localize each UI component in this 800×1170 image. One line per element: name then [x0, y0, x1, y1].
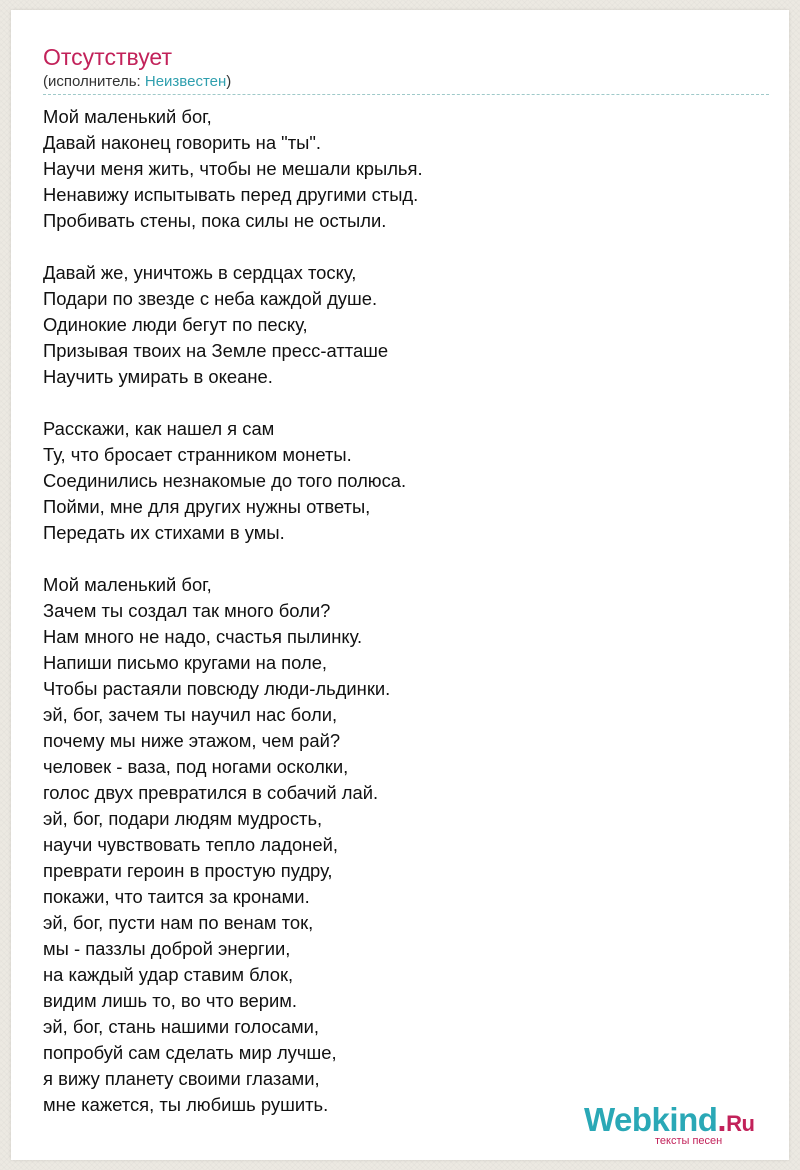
lyrics-line: покажи, что таится за кронами.	[43, 886, 310, 907]
lyrics-line: научи чувствовать тепло ладоней,	[43, 834, 338, 855]
lyrics-line: Ненавижу испытывать перед другими стыд.	[43, 184, 419, 205]
lyrics-line: Научить умирать в океане.	[43, 366, 273, 387]
lyrics-line: видим лишь то, во что верим.	[43, 990, 297, 1011]
lyrics-stanza	[43, 416, 763, 546]
lyrics-line: эй, бог, пусти нам по венам ток,	[43, 912, 314, 933]
artist-line	[43, 73, 231, 91]
lyrics-line: Давай же, уничтожь в сердцах тоску,	[43, 262, 357, 283]
logo-dot: .	[717, 1101, 727, 1138]
lyrics-stanza	[43, 260, 763, 390]
lyrics-line: Ту, что бросает странником монеты.	[43, 444, 352, 465]
lyrics-line: Научи меня жить, чтобы не мешали крылья.	[43, 158, 423, 179]
lyrics-line: я вижу планету своими глазами,	[43, 1068, 320, 1089]
lyrics-line: голос двух превратился в собачий лай.	[43, 782, 379, 803]
lyrics-line: Давай наконец говорить на "ты".	[43, 132, 321, 153]
lyrics-line: эй, бог, подари людям мудрость,	[43, 808, 323, 829]
lyrics-line: на каждый удар ставим блок,	[43, 964, 294, 985]
lyrics-line: мы - паззлы доброй энергии,	[43, 938, 291, 959]
logo-tld: Ru	[726, 1111, 755, 1136]
lyrics-line: мне кажется, ты любишь рушить.	[43, 1094, 329, 1115]
logo-tagline: тексты песен	[655, 1135, 723, 1147]
lyrics-line: Зачем ты создал так много боли?	[43, 600, 331, 621]
lyrics-line: Мой маленький бог,	[43, 574, 212, 595]
artist-suffix: )	[226, 73, 232, 90]
lyrics-line: почему мы ниже этажом, чем рай?	[43, 730, 341, 751]
lyrics-line: Чтобы растаяли повсюду люди-льдинки.	[43, 678, 391, 699]
artist-link[interactable]: Неизвестен	[144, 73, 227, 90]
lyrics-line: Передать их стихами в умы.	[43, 522, 285, 543]
lyrics-line: Одинокие люди бегут по песку,	[43, 314, 308, 335]
lyrics-line: Пойми, мне для других нужны ответы,	[43, 496, 371, 517]
artist-prefix: (исполнитель:	[43, 73, 145, 90]
lyrics-line: Мой маленький бог,	[43, 106, 212, 127]
lyrics-line: Напиши письмо кругами на поле,	[43, 652, 328, 673]
webkind-logo[interactable]	[584, 1102, 779, 1152]
lyrics-line: Нам много не надо, счастья пылинку.	[43, 626, 363, 647]
lyrics-line: Пробивать стены, пока силы не остыли.	[43, 210, 387, 231]
lyrics-line: Соединились незнакомые до того полюса.	[43, 470, 407, 491]
lyrics-line: эй, бог, стань нашими голосами,	[43, 1016, 319, 1037]
lyrics-line: Подари по звезде с неба каждой душе.	[43, 288, 378, 309]
lyrics-text	[43, 104, 763, 1118]
song-title: Отсутствует	[43, 44, 172, 70]
lyrics-line: Расскажи, как нашел я сам	[43, 418, 275, 439]
lyrics-stanza	[43, 104, 763, 234]
lyrics-line: попробуй сам сделать мир лучше,	[43, 1042, 337, 1063]
lyrics-line: эй, бог, зачем ты научил нас боли,	[43, 704, 338, 725]
lyrics-line: Призывая твоих на Земле пресс-атташе	[43, 340, 389, 361]
lyrics-page	[11, 10, 789, 1160]
lyrics-line: человек - ваза, под ногами осколки,	[43, 756, 349, 777]
logo-name: Webkind	[584, 1101, 718, 1138]
song-header	[43, 44, 769, 95]
lyrics-stanza	[43, 572, 763, 1118]
lyrics-line: преврати героин в простую пудру,	[43, 860, 333, 881]
